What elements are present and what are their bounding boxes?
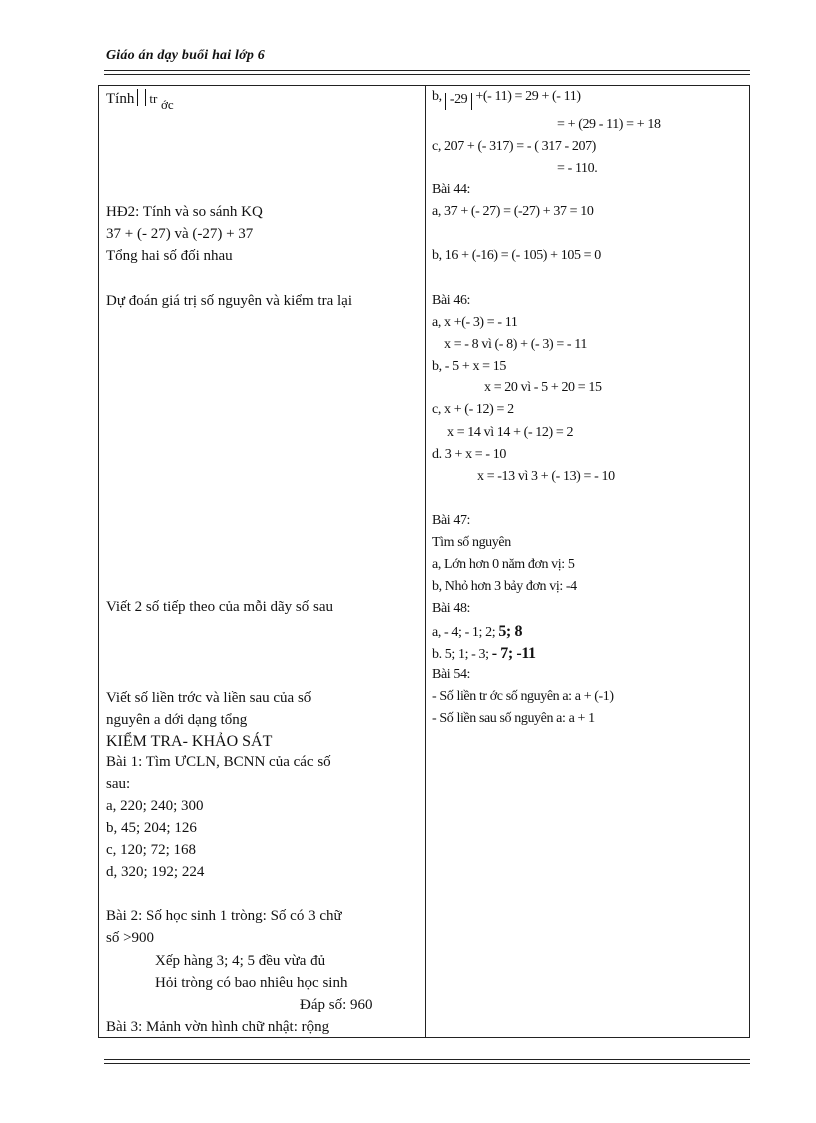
tinh-suffix2: ớc [161,97,174,112]
footer-rule-bottom [104,1063,750,1064]
bai48-a [432,624,522,640]
bai48-b-answer: - 7; -11 [491,645,536,662]
bai54-line-2: - Số liền sau số nguyên a: a + 1 [432,711,595,726]
header-rule-bottom [104,74,750,75]
bai2-line-4: Hỏi tròng có bao nhiêu học sinh [155,975,348,991]
b-line-2: = + (29 - 11) = + 18 [557,117,661,132]
predict-line: Dự đoán giá trị số nguyên và kiểm tra lại [106,293,352,309]
bai48-b [432,646,536,662]
bai44-title: Bài 44: [432,182,471,197]
prev-next-line-1: Viết số liền trớc và liền sau của số [106,690,312,706]
bai46-c1: c, x + (- 12) = 2 [432,402,514,417]
bai48-b-seq: b. 5; 1; - 3; [432,647,489,662]
bai46-c2: x = 14 vì 14 + (- 12) = 2 [447,425,574,440]
bai54-title: Bài 54: [432,667,471,682]
bai46-a2: x = - 8 vì (- 8) + (- 3) = - 11 [444,337,587,352]
bai1-b: b, 45; 204; 126 [106,820,197,836]
bai44-b: b, 16 + (-16) = (- 105) + 105 = 0 [432,248,601,263]
footer-rule-top [104,1059,750,1060]
bai47-line-1: Tìm số nguyên [432,535,511,550]
bai3-line: Bài 3: Mảnh vờn hình chữ nhật: rộng [106,1019,330,1035]
header-rule-top [104,70,750,71]
bai1-d: d, 320; 192; 224 [106,864,205,880]
bai47-title: Bài 47: [432,513,471,528]
bai2-answer: Đáp số: 960 [300,997,373,1013]
bai54-line-1: - Số liền tr ớc số nguyên a: a + (-1) [432,689,614,704]
b-prefix: b, [432,89,442,104]
c-line-2: = - 110. [557,161,598,176]
bai1-a: a, 220; 240; 300 [106,798,204,814]
tinh-label: Tính [106,91,135,107]
bai44-a: a, 37 + (- 27) = (-27) + 37 = 10 [432,204,594,219]
bai2-line-1: Bài 2: Số học sinh 1 tròng: Số có 3 chữ [106,908,342,924]
bai47-line-3: b, Nhỏ hơn 3 bảy đơn vị: -4 [432,579,577,594]
c-line-1: c, 207 + (- 317) = - ( 317 - 207) [432,139,596,154]
b-abs-line [432,90,581,110]
bai47-line-2: a, Lớn hơn 0 năm đơn vị: 5 [432,557,575,572]
bai46-d2: x = -13 vì 3 + (- 13) = - 10 [477,469,615,484]
bai46-title: Bài 46: [432,293,471,308]
survey-title: KIỂM TRA- KHẢO SÁT [106,733,273,750]
bai2-line-3: Xếp hàng 3; 4; 5 đều vừa đủ [155,953,326,969]
bai1-line-2: sau: [106,776,131,792]
prev-next-line-2: nguyên a dới dạng tổng [106,712,248,728]
bai2-line-2: số >900 [106,930,155,946]
abs-value-box: -29 [445,93,472,110]
bai46-b1: b, - 5 + x = 15 [432,359,506,374]
bai46-b2: x = 20 vì - 5 + 20 = 15 [484,380,602,395]
opposite-line: Tổng hai số đối nhau [106,248,233,264]
abs-bars [137,89,146,106]
bai46-a1: a, x +(- 3) = - 11 [432,315,518,330]
bai1-c: c, 120; 72; 168 [106,842,196,858]
tinh-line [106,89,174,112]
expr-line: 37 + (- 27) và (-27) + 37 [106,226,254,242]
bai46-d1: d. 3 + x = - 10 [432,447,506,462]
bai48-a-seq: a, - 4; - 1; 2; [432,625,496,640]
bai1-line-1: Bài 1: Tìm ƯCLN, BCNN của các số [106,754,331,770]
tinh-suffix: tr [149,91,158,106]
page-header-title: Giáo án dạy buổi hai lớp 6 [106,48,265,63]
b-rest: +(- 11) = 29 + (- 11) [475,89,581,104]
column-divider [425,85,426,1038]
hd2-line: HĐ2: Tính và so sánh KQ [106,204,263,220]
next-two-line: Viết 2 số tiếp theo của mỗi dãy số sau [106,599,333,615]
bai48-title: Bài 48: [432,601,471,616]
bai48-a-answer: 5; 8 [498,623,523,640]
